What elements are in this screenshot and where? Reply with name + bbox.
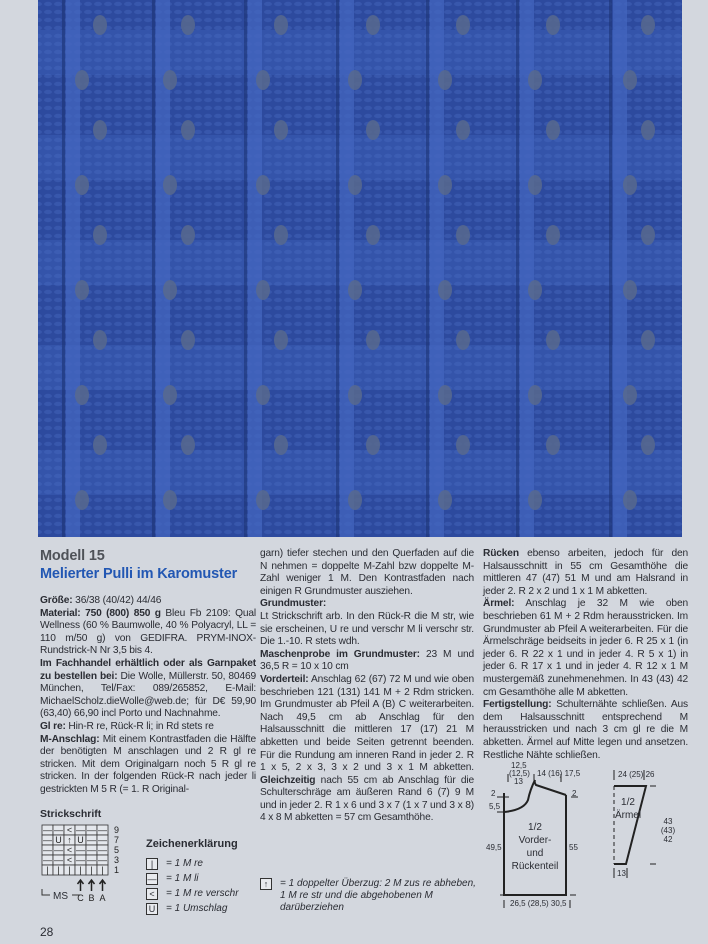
simultaneously-text: nach 55 cm ab Anschlag für die Schulterschräge am äußeren Rand 6 (7) 9 M und in jeder 2. R 1 x 6 und 3 x 7 (1 x 7 und 3 x 8) 4 x 8 M abketten = 57 cm Gesamthöhe.: [260, 774, 474, 824]
legend-text: = 1 M re verschr: [166, 888, 239, 899]
back-label: Rücken: [483, 548, 519, 559]
gauge-paragraph: [260, 649, 474, 674]
front-paragraph: [260, 674, 474, 825]
finishing-text: Schulternähte schließen. Aus dem Halsausschnitt entsprechend M herausstricken und nach 3 cm gl re die M abketten. Ärmel auf Mitte legen und ansetzen. Restliche Nähte schließen.: [483, 699, 688, 761]
knitting-chart: [40, 823, 140, 903]
column-3: [483, 548, 688, 762]
gauge-text: 23 M und 36,5 R = 10 x 10 cm: [260, 648, 474, 673]
body-schematic: [486, 761, 581, 908]
sleeve-label-1: 1/2: [621, 797, 635, 808]
front-text: Anschlag 62 (67) 72 M und wie oben beschrieben 121 (131) 141 M + 2 Rdm stricken. Im Grundmuster ab Pfeil A (B) C weiterarbeiten. Nach 49,5 cm ab Anschlag für den Halsausschnitt die mittleren 17 (17) 21 M abketten und beide Seiten getrennt beenden. Für die Rundung am inneren Rand in jeder 2. R 1 x 5, 2 x 3, 3 x 2 und 3 x 1 M abketten.: [260, 673, 474, 774]
size-text: 36/38 (40/42) 44/46: [72, 595, 162, 606]
chart-symbol: —: [87, 845, 96, 855]
chart-symbol: |: [57, 865, 60, 875]
chart-symbol: —: [98, 845, 107, 855]
basic-pattern-heading: Grundmuster:: [260, 598, 327, 610]
chart-symbol: —: [43, 845, 52, 855]
neck-width-3: 13: [514, 777, 523, 786]
page-number: 28: [40, 925, 54, 939]
neck-width-1: 12,5: [511, 761, 527, 770]
ms-label: MS: [53, 891, 68, 902]
sleeve-text: Anschlag je 32 M wie oben beschrieben 61 M + 2 Rdm herausstricken. Im Grundmuster ab Pfeil A weiterarbeiten. Für die Ärmelschräge beidseits in jeder 6. R 25 x 1 (in jeder 6. R 22 x 1 und in jeder 4. R 5 x 1) in jeder 6. R 17 x 1 und in jeder 4. R 12 x 1 M mustergemäß zunehmenehmen. In 43 (43) 42 cm Gesamthöhe alle M abketten.: [483, 598, 688, 698]
sleeve-height-1: 43: [663, 817, 673, 826]
left-height: 49,5: [486, 843, 502, 852]
chart-row-number: 3: [114, 855, 120, 865]
chart-symbol: —: [43, 825, 52, 835]
sleeve-label: Ärmel:: [483, 598, 515, 610]
cast-on-paragraph: [40, 734, 256, 797]
chart-arrow-label: B: [88, 893, 95, 903]
material-label: Material: 750 (800) 850 g: [40, 607, 161, 619]
chart-symbol: |: [79, 865, 82, 875]
size-label: Größe:: [40, 595, 73, 606]
legend-item-yarnover: [146, 901, 239, 916]
size-paragraph: [40, 595, 256, 608]
sleeve-paragraph: [483, 598, 688, 699]
sleeve-label-2: Ärmel: [614, 810, 642, 821]
material-text: Bleu Fb 2109: Qual Wellness (60 % Baumwolle, 40 % Polyacryl, LL = 110 m/50 g) von GEDIFRA. PRYM-INOX-Rundstrick-N Nr 3,5 bis 4.: [40, 607, 257, 657]
column-1: [40, 548, 256, 797]
chart-symbol: U: [55, 835, 62, 845]
purl-symbol-icon: —: [147, 873, 157, 884]
chart-symbol: —: [43, 835, 52, 845]
glre-text: Hin-R re, Rück-R li; in Rd stets re: [65, 720, 214, 732]
left-top-measure: 2: [491, 789, 496, 798]
chart-arrow-icon: [100, 880, 106, 891]
legend-text: = 1 M re: [166, 858, 203, 869]
column-2: [260, 548, 474, 825]
chart-title: Strickschrift: [40, 808, 102, 820]
legend-title: Zeichenerklärung: [146, 838, 238, 850]
chart-arrow-label: C: [77, 893, 84, 903]
legend-text: = 1 M li: [166, 873, 199, 884]
body-label-1: 1/2: [528, 822, 542, 833]
knit-swatch-photo: [38, 0, 682, 537]
chart-symbol: |: [46, 865, 49, 875]
finishing-label: Fertigstellung:: [483, 699, 552, 711]
twisted-symbol-icon: <: [146, 888, 158, 900]
chart-symbol: —: [76, 825, 85, 835]
shop-text: Die Wolle, Müllerstr. 50, 80469 München, Tel/Fax: 089/265852, E-Mail: MichaelScholz.dieWolle@web.de; für D€ 59,90 (63,40) 66,90 incl Porto und Nachnahme.: [40, 670, 256, 720]
gauge-label: Maschenprobe im Grundmuster:: [260, 648, 420, 660]
sleeve-height-3: 42: [663, 835, 673, 844]
right-top-measure: 2: [572, 789, 577, 798]
glre-paragraph: [40, 721, 256, 734]
cast-on-text: Mit einem Kontrastfaden die Hälfte der benötigten M anschlagen und 2 R gl re stricken. Mit dem Originalgarn noch 5 R gl re stricken. In der folgenden Rück-R nach jeder li gestrickten M 5 R (= 1. R Original-: [40, 733, 256, 795]
sleeve-top-width: 24 (25) 26: [618, 770, 655, 779]
chart-symbol: —: [54, 825, 63, 835]
finishing-paragraph: [483, 699, 688, 762]
pattern-title: Melierter Pulli im Karomuster: [40, 566, 238, 582]
simultaneously-label: Gleichzeitig: [260, 774, 316, 786]
chart-symbol: <: [66, 825, 73, 835]
chart-row-number: 1: [114, 865, 120, 875]
legend-item-purl: [146, 871, 239, 886]
chart-symbol: —: [54, 845, 63, 855]
shoulder-width: 14 (16) 17,5: [537, 769, 581, 778]
chart-row-number: 9: [114, 825, 120, 835]
neck-depth: 5,5: [489, 802, 501, 811]
chart-symbol: <: [66, 855, 73, 865]
chart-symbol: —: [87, 835, 96, 845]
right-height: 55: [569, 843, 578, 852]
shop-paragraph: [40, 658, 256, 721]
body-label-2: Vorder-: [518, 835, 552, 846]
sleeve-schematic: [614, 770, 675, 878]
chart-symbol: U: [77, 835, 84, 845]
front-label: Vorderteil:: [260, 673, 309, 685]
chart-symbol: |: [68, 865, 71, 875]
knit-symbol-icon: |: [146, 858, 158, 870]
glre-label: Gl re:: [40, 720, 66, 732]
chart-symbol: —: [76, 855, 85, 865]
legend-text: = 1 Umschlag: [166, 903, 228, 914]
neck-width-2: (12,5): [509, 769, 530, 778]
chart-row-number: 7: [114, 835, 120, 845]
chart-symbol: —: [43, 855, 52, 865]
chart-symbol: —: [76, 845, 85, 855]
cast-on-label: M-Anschlag:: [40, 733, 100, 745]
legend-text: = 1 doppelter Überzug: 2 M zus re abheben, 1 M re str und die abgehobenen M darüberziehen: [280, 878, 476, 913]
back-text: ebenso arbeiten, jedoch für den Halsausschnitt in 55 cm Gesamthöhe die mittleren 47 (47) 51 M und am Halsrand in jeder 2. R 2 x 2 und 1 x 1 M abketten.: [483, 548, 688, 597]
legend: [146, 856, 239, 916]
sleeve-height-2: (43): [660, 826, 676, 835]
schematic-diagram: [478, 760, 703, 910]
chart-row-number: 5: [114, 845, 120, 855]
chart-symbol: —: [98, 825, 107, 835]
chart-symbol: —: [98, 835, 107, 845]
yarnover-symbol-icon: U: [146, 903, 158, 915]
shop-label: Im Fachhandel erhältlich oder als Garnpaket zu bestellen bei:: [40, 657, 256, 682]
double-decrease-symbol-icon: ↑: [260, 878, 272, 890]
chart-symbol: ↑: [67, 835, 72, 845]
chart-symbol: |: [101, 865, 104, 875]
knit-pattern-image: [38, 0, 682, 537]
basic-pattern-text: Lt Strickschrift arb. In den Rück-R die M str, wie sie erscheinen, U re und verschr M li verschr str. Die 1.-10. R stets wdh.: [260, 610, 474, 648]
bottom-width: 26,5 (28,5) 30,5: [510, 899, 567, 908]
chart-arrow-icon: [78, 880, 84, 891]
chart-symbol: —: [98, 855, 107, 865]
chart-symbol: —: [87, 825, 96, 835]
legend-item-twisted: [146, 886, 239, 901]
chart-symbol: <: [66, 845, 73, 855]
continued-paragraph: garn) tiefer stechen und den Querfaden auf die N nehmen = doppelte M-Zahl bzw doppelte M-Zahl weniger 1 M. Den Kontrastfaden nach einigen R Grundmuster ausziehen.: [260, 548, 474, 597]
chart-arrow-icon: [89, 880, 95, 891]
body-label-4: Rückenteil: [511, 861, 559, 872]
chart-symbol: |: [90, 865, 93, 875]
material-paragraph: [40, 608, 256, 658]
chart-symbol: —: [54, 855, 63, 865]
legend-item-double-decrease: [260, 878, 476, 913]
body-label-3: und: [526, 848, 544, 859]
model-number: Modell 15: [40, 548, 105, 564]
chart-arrow-label: A: [99, 893, 106, 903]
back-paragraph: [483, 548, 688, 598]
sleeve-bottom-width: 13: [617, 869, 626, 878]
legend-item-knit: [146, 856, 239, 871]
chart-symbol: —: [87, 855, 96, 865]
